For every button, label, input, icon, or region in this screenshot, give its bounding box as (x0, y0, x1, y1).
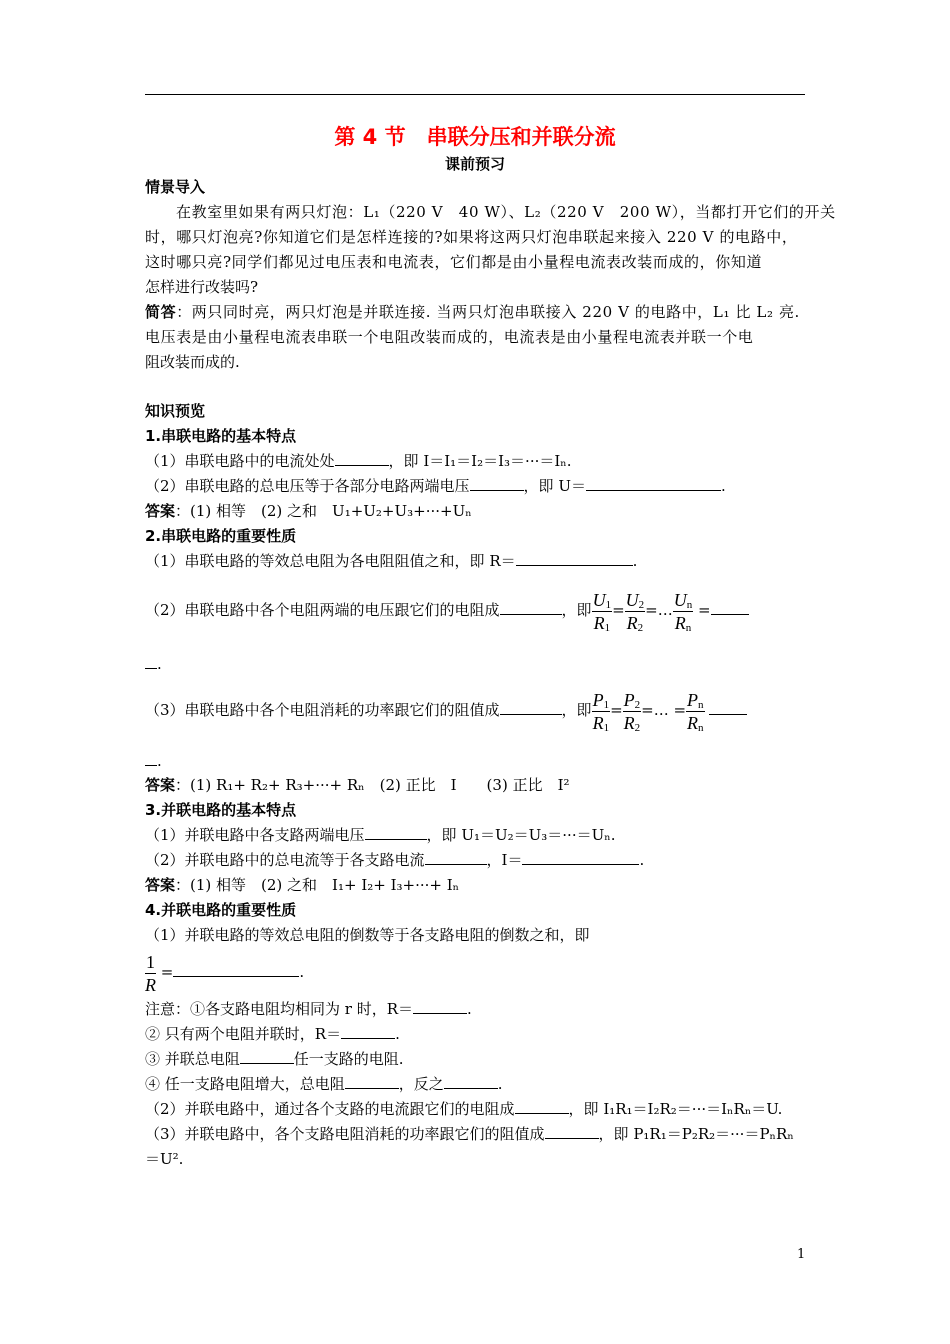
s4-note-2-text: ② 只有两个电阻并联时，R＝ (145, 1025, 342, 1043)
fraction-1-over-r: $\frac{1}{R}$ (145, 951, 156, 995)
answer-label: 答案 (145, 876, 176, 894)
section-1-title: 1.串联电路的基本特点 (145, 427, 297, 445)
intro-line-4: 怎样进行改装吗? (145, 278, 259, 296)
fraction-un-rn: $\frac{U_n}{R_n}$ (673, 589, 693, 634)
fill-blank[interactable] (711, 600, 749, 615)
fraction-u2-r2: $\frac{U_2}{R_2}$ (625, 589, 645, 634)
s2-item-3: （3）串联电路中各个电阻消耗的功率跟它们的阻值成 ，即 $\frac{P_1}{R_1}$ = $\frac{P_2}{R_2}$ =… = $\frac{P_n}{R_n}$ (145, 684, 747, 736)
fill-blank[interactable] (341, 1024, 395, 1039)
s2-item-2-cont: . (145, 654, 162, 674)
answer-label: 答案 (145, 776, 176, 794)
intro-line-2: 时，哪只灯泡亮?你知道它们是怎样连接的?如果将这两只灯泡串联起来接入 220 V 的电路中， (145, 228, 798, 246)
s1-item-1-tail: ，即 I＝I₁＝I₂＝I₃＝···＝Iₙ. (388, 452, 572, 470)
fill-blank[interactable] (545, 1124, 599, 1139)
s2-answer (145, 775, 570, 795)
s4-note-3-text: ③ 并联总电阻 (145, 1050, 240, 1068)
s4-item-2 (145, 1099, 782, 1119)
intro-answer-line-3: 阻改装而成的. (145, 353, 240, 371)
fill-blank[interactable] (586, 476, 721, 491)
fill-blank[interactable] (515, 1099, 569, 1114)
fraction-pn-rn: $\frac{P_n}{R_n}$ (687, 689, 704, 734)
answer-text: ：(1) 相等 (2) 之和 I₁+ I₂+ I₃+···+ Iₙ (175, 876, 460, 894)
s3-item-1-tail: ，即 U₁＝U₂＝U₃＝···＝Uₙ. (426, 826, 616, 844)
fraction-u1-r1: $\frac{U_1}{R_1}$ (592, 589, 612, 634)
answer-text: ：两只同时亮，两只灯泡是并联连接. 当两只灯泡串联接入 220 V 的电路中，L₁ 比 L₂ 亮. (176, 303, 800, 321)
fill-blank[interactable] (145, 654, 157, 669)
s1-item-2-tail: ，即 U＝ (523, 477, 586, 495)
s3-item-1-text: （1）并联电路中各支路两端电压 (145, 826, 365, 844)
intro-heading: 情景导入 (145, 178, 206, 196)
fill-blank[interactable] (500, 600, 562, 615)
section-3-title: 3.并联电路的基本特点 (145, 801, 297, 819)
fill-blank[interactable] (709, 700, 747, 715)
s1-item-2-text: （2）串联电路的总电压等于各部分电路两端电压 (145, 477, 470, 495)
fill-blank[interactable] (365, 825, 427, 840)
s2-item-2-mid: ，即 (561, 601, 592, 619)
s4-item-2-tail: ，即 I₁R₁＝I₂R₂＝···＝IₙRₙ＝U. (568, 1100, 783, 1118)
intro-line-3: 这时哪只亮?同学们都见过电压表和电流表，它们都是由小量程电流表改装而成的，你知道 (145, 253, 763, 271)
fraction-p1-r1: $\frac{P_1}{R_1}$ (592, 689, 610, 734)
fill-blank[interactable] (173, 962, 299, 977)
page-number: 1 (797, 1247, 806, 1262)
s4-note-4: ④ 任一支路电阻增大，总电阻 ，反之 . (145, 1075, 503, 1093)
fill-blank[interactable] (470, 476, 524, 491)
fill-blank[interactable] (516, 551, 633, 566)
fill-blank[interactable] (522, 850, 639, 865)
fill-blank[interactable] (345, 1074, 399, 1089)
s4-note-1: 注意：①各支路电阻均相同为 r 时，R＝ . (145, 1000, 472, 1018)
fill-blank[interactable] (444, 1074, 498, 1089)
s1-item-1 (145, 451, 572, 471)
s3-item-2: （2）并联电路中的总电流等于各支路电流 ，I＝ . (145, 851, 645, 869)
s4-item-1-formula: $\frac{1}{R}$ = . (145, 951, 305, 995)
s2-item-2: （2）串联电路中各个电阻两端的电压跟它们的电阻成 ，即 $\frac{U_1}{R_1}$ = $\frac{U_2}{R_2}$ =… $\frac{U_n}{R_n}$ = (145, 584, 749, 636)
fill-blank[interactable] (500, 700, 562, 715)
s4-item-2-text: （2）并联电路中，通过各个支路的电流跟它们的电阻成 (145, 1100, 515, 1118)
fill-blank[interactable] (145, 751, 157, 766)
s4-note-3 (145, 1049, 404, 1069)
fill-blank[interactable] (413, 999, 467, 1014)
answer-text: ：(1) 相等 (2) 之和 U₁+U₂+U₃+···+Uₙ (175, 502, 472, 520)
s1-item-1-text: （1）串联电路中的电流处处 (145, 452, 335, 470)
s2-item-2-text: （2）串联电路中各个电阻两端的电压跟它们的电阻成 (145, 601, 500, 619)
header-rule (145, 94, 805, 95)
s4-item-3-tail: ，即 P₁R₁＝P₂R₂＝···＝PₙRₙ (598, 1125, 794, 1143)
s4-item-1: （1）并联电路的等效总电阻的倒数等于各支路电阻的倒数之和，即 (145, 926, 590, 944)
s2-item-3-cont: . (145, 751, 162, 771)
s4-note-3-tail: 任一支路的电阻. (293, 1050, 404, 1068)
s2-item-3-mid: ，即 (561, 701, 592, 719)
s3-item-2-text: （2）并联电路中的总电流等于各支路电流 (145, 851, 425, 869)
page-subtitle: 课前预习 (444, 155, 505, 173)
s4-item-3 (145, 1124, 794, 1144)
s4-note-1-text: 注意：①各支路电阻均相同为 r 时，R＝ (145, 1000, 414, 1018)
s2-item-1: （1）串联电路的等效总电阻为各电阻阻值之和，即 R＝ . (145, 552, 638, 570)
s4-item-3-text: （3）并联电路中，各个支路电阻消耗的功率跟它们的阻值成 (145, 1125, 545, 1143)
s4-note-2: ② 只有两个电阻并联时，R＝ . (145, 1025, 400, 1043)
s2-item-3-text: （3）串联电路中各个电阻消耗的功率跟它们的阻值成 (145, 701, 500, 719)
s2-item-1-text: （1）串联电路的等效总电阻为各电阻阻值之和，即 R＝ (145, 552, 516, 570)
section-2-title: 2.串联电路的重要性质 (145, 527, 297, 545)
s4-item-3-cont: ＝U². (145, 1150, 184, 1168)
preview-heading: 知识预览 (145, 402, 206, 420)
intro-answer-line-1 (145, 302, 800, 322)
intro-answer-line-2: 电压表是由小量程电流表串联一个电阻改装而成的，电流表是由小量程电流表并联一个电 (145, 328, 754, 346)
s1-answer (145, 501, 472, 521)
fill-blank[interactable] (335, 451, 389, 466)
s3-item-1 (145, 825, 615, 845)
s1-item-2: （2）串联电路的总电压等于各部分电路两端电压 ，即 U＝ . (145, 477, 726, 495)
intro-line-1: 在教室里如果有两只灯泡：L₁（220 V 40 W）、L₂（220 V 200 W），当都打开它们的开关 (176, 203, 836, 221)
fill-blank[interactable] (425, 850, 487, 865)
fill-blank[interactable] (240, 1049, 294, 1064)
s4-note-4-text: ④ 任一支路电阻增大，总电阻 (145, 1075, 345, 1093)
answer-text: ：(1) R₁+ R₂+ R₃+···+ Rₙ (2) 正比 I (3) 正比 I² (175, 776, 570, 794)
fraction-p2-r2: $\frac{P_2}{R_2}$ (623, 689, 641, 734)
s4-note-4-mid: ，反之 (398, 1075, 444, 1093)
answer-label: 答案 (145, 502, 176, 520)
s3-answer (145, 875, 459, 895)
page-title: 第 4 节 串联分压和并联分流 (334, 125, 616, 149)
answer-label: 简答 (145, 303, 177, 321)
section-4-title: 4.并联电路的重要性质 (145, 901, 297, 919)
s3-item-2-tail: ，I＝ (486, 851, 523, 869)
